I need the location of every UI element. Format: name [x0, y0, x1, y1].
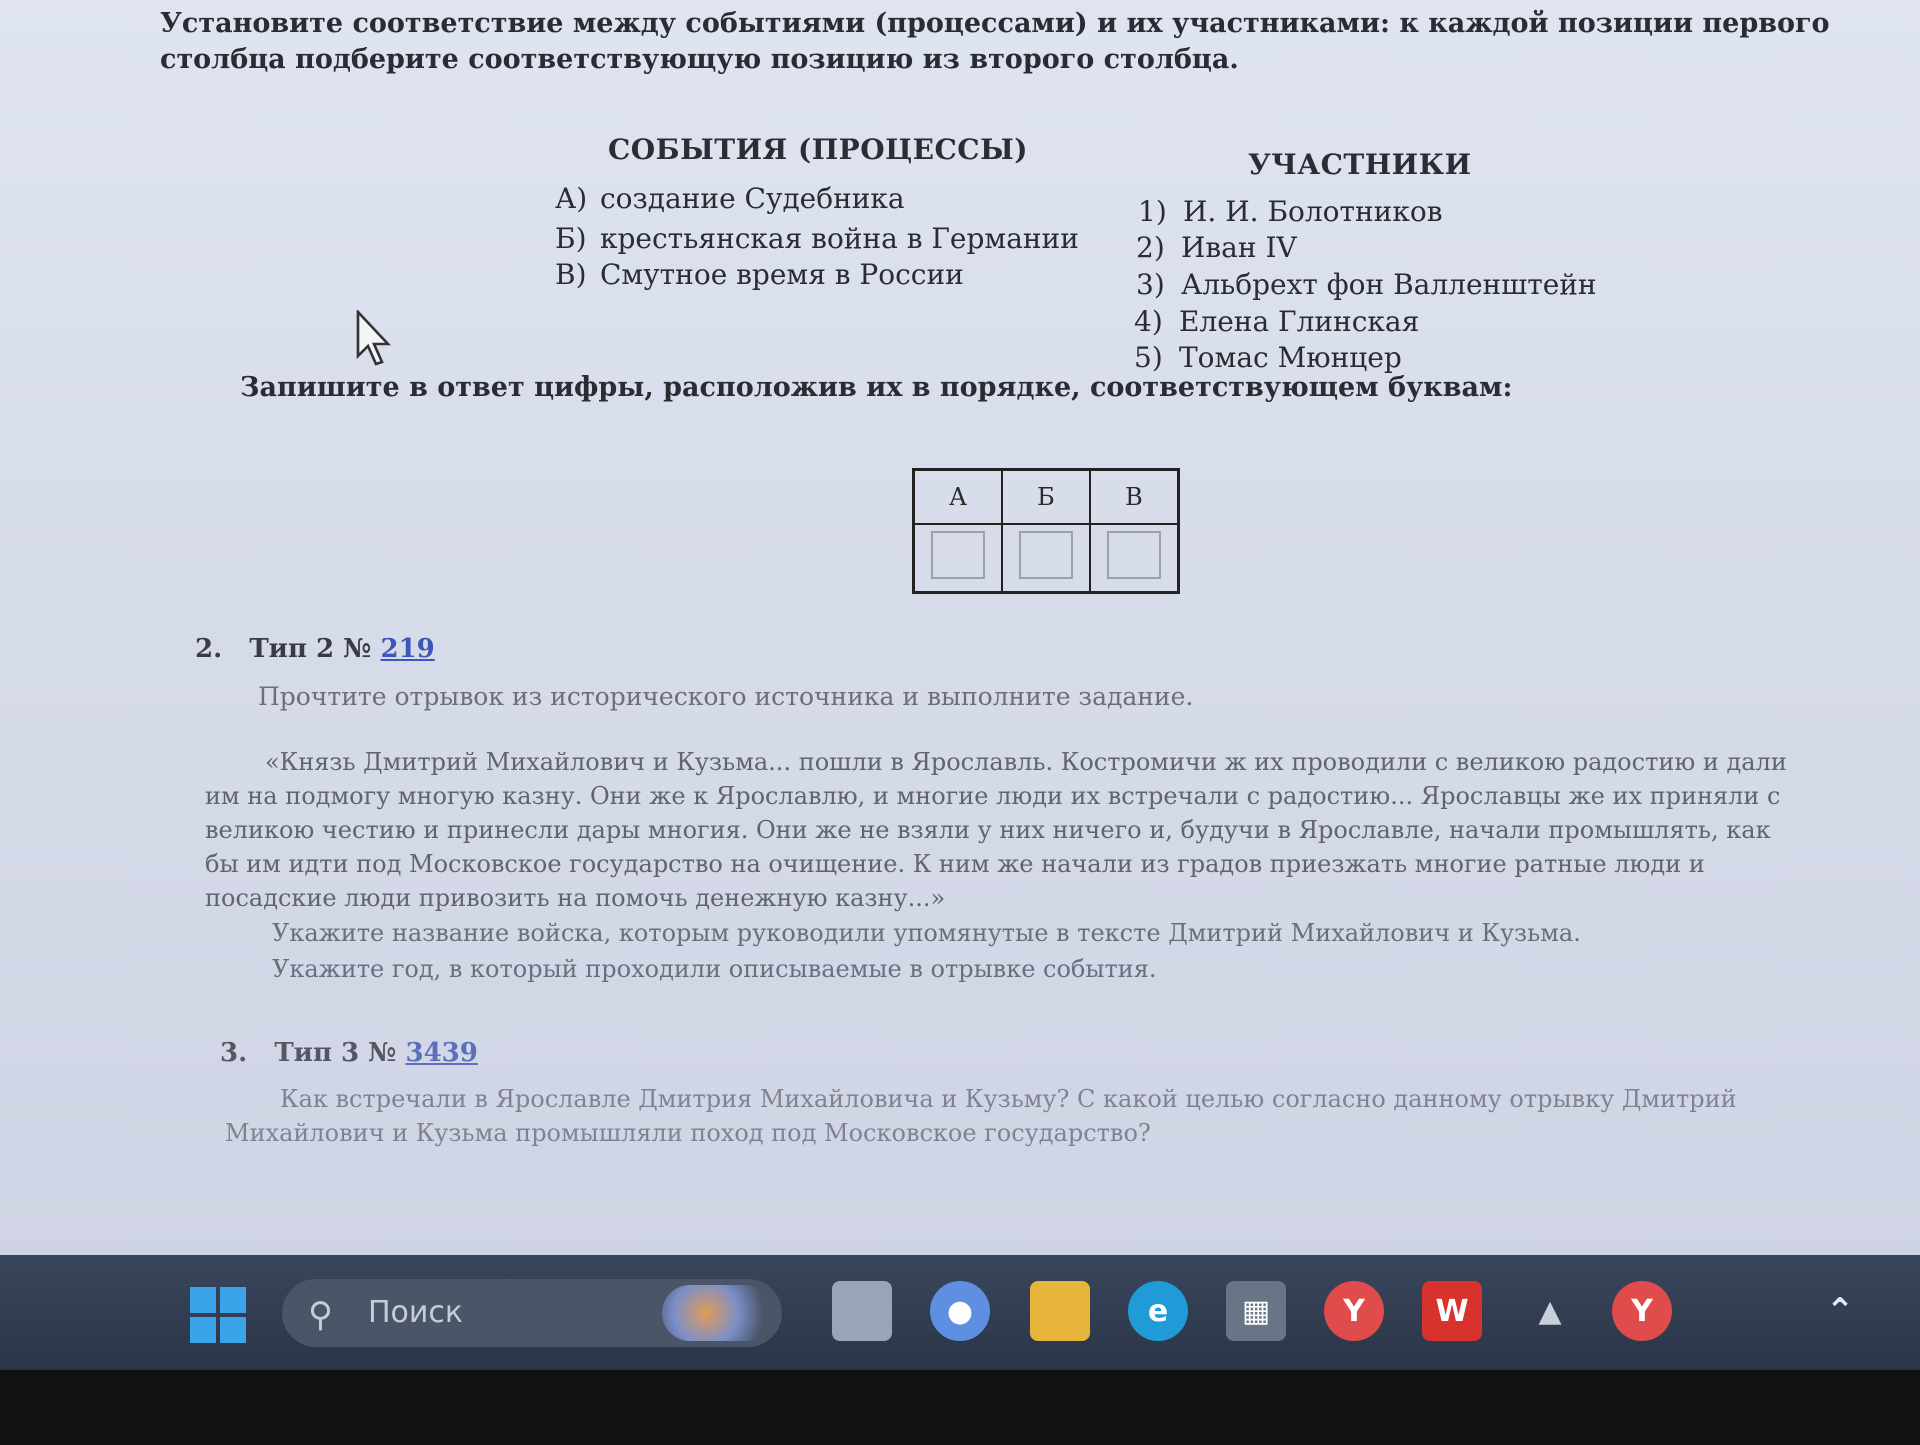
task1-intro-text: Установите соответствие между событиями (процессами) и их участниками: к каждой позиции первого столбца подберите соответствующую позицию из второго столбца. [160, 8, 1830, 75]
wps-office-icon[interactable]: W [1422, 1281, 1482, 1341]
search-icon: ⚲ [308, 1295, 333, 1335]
answer-header-a: А [914, 470, 1003, 525]
task3-question: Как встречали в Ярославле Дмитрия Михайловича и Кузьму? С какой целью согласно данному отрывку Дмитрий Михайлович и Кузьма промышляли поход под Московское государство? [225, 1085, 1737, 1147]
task2-question2: Укажите год, в который проходили описываемые в отрывке события. [272, 955, 1157, 983]
participant-item: 1) И. И. Болотников [1138, 195, 1443, 228]
answer-input-b[interactable] [1019, 531, 1073, 579]
mouse-pointer-icon [356, 310, 400, 368]
task2-prompt: Прочтите отрывок из исторического источника и выполните задание. [258, 682, 1194, 711]
taskbar [0, 1255, 1920, 1370]
search-highlight-icon [662, 1285, 772, 1341]
task3-header: 3. Тип 3 № 3439 [220, 1038, 478, 1068]
participant-item: 4) Елена Глинская [1134, 305, 1420, 338]
answer-input-a[interactable] [931, 531, 985, 579]
answer-cell-a[interactable] [914, 524, 1003, 593]
participant-item: 3) Альбрехт фон Валленштейн [1136, 268, 1597, 301]
answer-input-v[interactable] [1107, 531, 1161, 579]
participant-item: 5) Томас Мюнцер [1134, 341, 1402, 374]
task2-quote: «Князь Дмитрий Михайлович и Кузьма... пошли в Ярославль. Костромичи ж их проводили с великою радостию и дали им на подмогу многую казну. Они же к Ярославлю, и многие люди их встречали с радостию... Ярославцы же их приняли с великою честию и принесли дары многия. Они же не взяли у них ничего и, будучи в Ярославле, начали промышлять, как бы им идти под Московское государство на очищение. К ним же начали из градов приезжать многие ратные люди и посадские люди привозить на помочь денежную казну...» [205, 748, 1787, 912]
file-explorer-icon[interactable] [1030, 1281, 1090, 1341]
task2-question1: Укажите название войска, которым руководили упомянутые в тексте Дмитрий Михайлович и Кузьма. [272, 919, 1581, 947]
answer-table [912, 468, 1180, 594]
search-box[interactable] [282, 1279, 782, 1347]
chevron-up-icon[interactable]: ⌃ [1825, 1291, 1855, 1331]
task2-header: 2. Тип 2 № 219 [195, 634, 435, 664]
edge-icon[interactable]: e [1128, 1281, 1188, 1341]
yandex-icon[interactable]: Y [1612, 1281, 1672, 1341]
event-item: В) Смутное время в России [555, 258, 964, 291]
answer-header-v: В [1090, 470, 1179, 525]
store-icon[interactable]: ▦ [1226, 1281, 1286, 1341]
participant-item: 2) Иван IV [1136, 231, 1297, 264]
task-view-icon[interactable] [832, 1281, 892, 1341]
event-item: Б) крестьянская война в Германии [555, 222, 1079, 255]
chat-icon[interactable]: ● [930, 1281, 990, 1341]
task2-link[interactable]: 219 [380, 634, 435, 664]
event-item: А) создание Судебника [555, 182, 905, 215]
yandex-browser-icon[interactable]: Y [1324, 1281, 1384, 1341]
answer-header-b: Б [1002, 470, 1090, 525]
answer-cell-b[interactable] [1002, 524, 1090, 593]
windows-start-icon[interactable] [190, 1287, 246, 1343]
events-header: СОБЫТИЯ (ПРОЦЕССЫ) [608, 133, 1028, 166]
network-icon[interactable]: ▲ [1538, 1293, 1562, 1329]
answer-cell-v[interactable] [1090, 524, 1179, 593]
participants-header: УЧАСТНИКИ [1248, 148, 1472, 181]
task1-intro [160, 6, 1880, 78]
task3-link[interactable]: 3439 [405, 1038, 478, 1068]
monitor-bezel [0, 1370, 1920, 1445]
search-placeholder: Поиск [368, 1295, 464, 1330]
task1-instruction: Запишите в ответ цифры, расположив их в порядке, соответствующем буквам: [240, 372, 1513, 403]
